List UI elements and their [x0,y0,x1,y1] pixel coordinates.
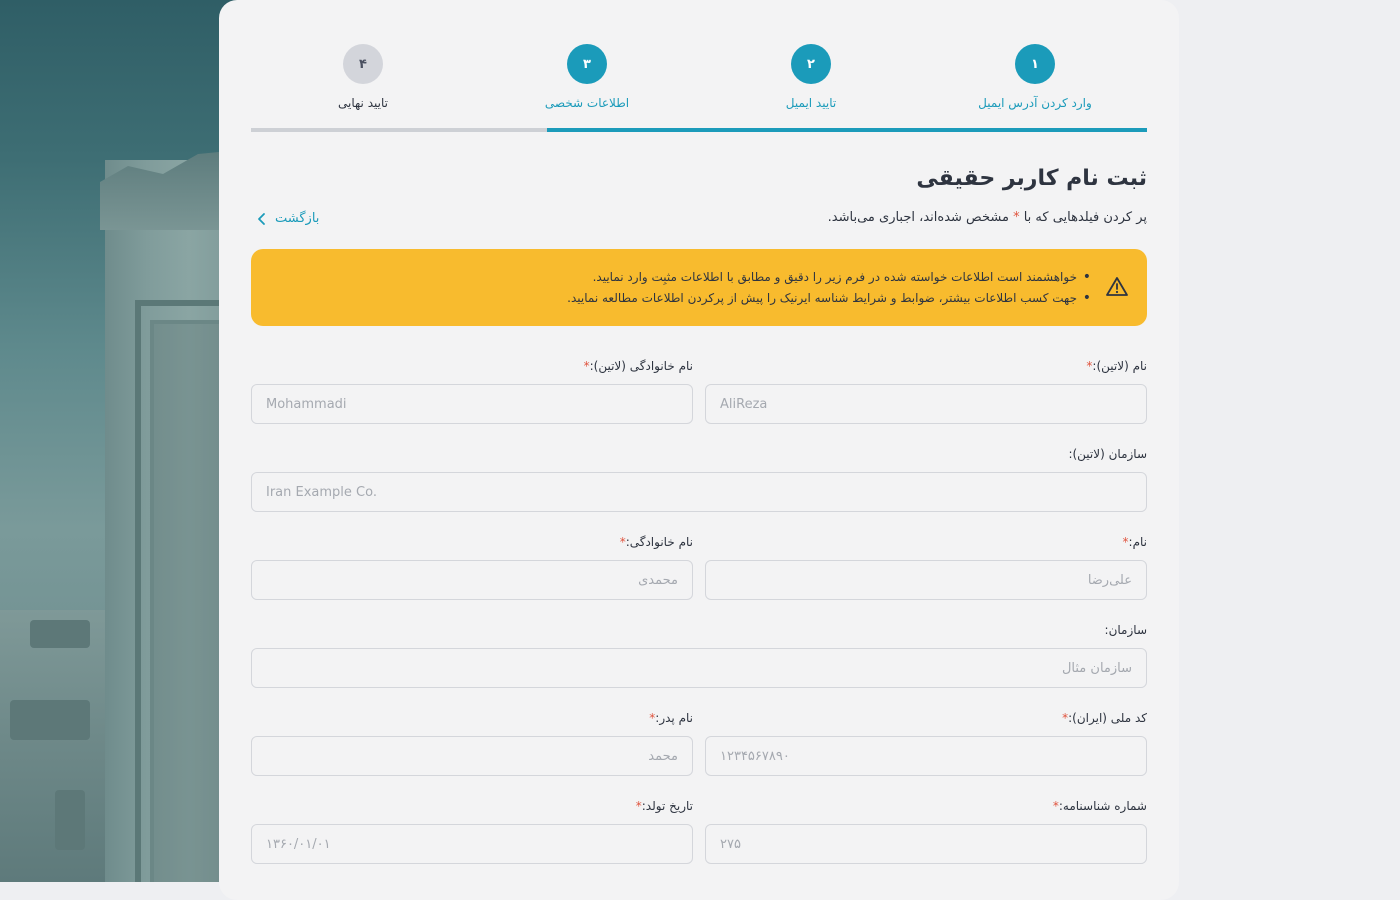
first-name-latin-input[interactable] [705,384,1147,424]
background-rock [30,620,90,648]
alert-list [567,267,1091,309]
first-name-label: نام:* [1122,535,1147,549]
last-name-latin-label: نام خانوادگی (لاتین):* [583,359,693,373]
id-number-label: شماره شناسنامه:* [1052,799,1147,813]
back-label: بازگشت [275,211,320,226]
stepper [251,44,1147,134]
last-name-input[interactable] [251,560,693,600]
step-final-confirm [273,44,453,110]
last-name-latin-input[interactable] [251,384,693,424]
step-label: اطلاعات شخصی [544,96,630,110]
registration-card [219,0,1179,900]
subtitle-text-after: مشخص شده‌اند، اجباری می‌باشد. [827,210,1009,225]
father-name-label: نام پدر:* [649,711,693,725]
step-personal-info [497,44,677,110]
national-code-input[interactable] [705,736,1147,776]
step-label: وارد کردن آدرس ایمیل [978,96,1092,110]
step-number: ۲ [791,44,831,84]
id-number-input[interactable] [705,824,1147,864]
background-rock [10,700,90,740]
first-name-input[interactable] [705,560,1147,600]
last-name-field [251,535,693,553]
alert-line: • خواهشمند است اطلاعات خواسته شده در فرم زیر را دقیق و مطابق با اطلاعات مثبِت وارد نمایید. [567,267,1091,288]
background-photo [0,0,240,882]
org-latin-label: سازمان (لاتین): [1068,447,1147,461]
stepper-progress-track [251,128,1147,132]
step-number: ۴ [343,44,383,84]
birth-date-label: تاریخ تولد:* [635,799,693,813]
birth-date-input[interactable] [251,824,693,864]
page-subtitle [828,210,1147,225]
step-label: تایید ایمیل [785,96,837,110]
required-star: * [1013,210,1020,225]
national-code-label: کد ملی (ایران):* [1062,711,1147,725]
last-name-latin-field [251,359,693,377]
father-name-input[interactable] [251,736,693,776]
step-verify-email [721,44,901,110]
page-title: ثبت نام کاربر حقیقی [916,166,1147,191]
first-name-latin-field [705,359,1147,377]
id-number-field [705,799,1147,817]
info-alert [251,249,1147,326]
subtitle-text-before: پر کردن فیلدهایی که با [1023,210,1147,225]
first-name-latin-label: نام (لاتین):* [1086,359,1147,373]
background-rock [55,790,85,850]
father-name-field [251,711,693,729]
alert-line: • جهت کسب اطلاعات بیشتر، ضوابط و شرایط شناسه ایرنیک را پیش از پرکردن اطلاعات مطالعه نمایید. [567,288,1091,309]
national-code-field [705,711,1147,729]
first-name-field [705,535,1147,553]
org-latin-field [251,447,1147,465]
chevron-left-icon [255,212,269,226]
step-label: تایید نهایی [338,96,388,110]
org-input[interactable] [251,648,1147,688]
birth-date-field [251,799,693,817]
step-number: ۱ [1015,44,1055,84]
org-label: سازمان: [1104,623,1147,637]
org-field [251,623,1147,641]
last-name-label: نام خانوادگی:* [619,535,693,549]
stepper-progress-fill [547,128,1147,132]
back-button[interactable] [255,211,319,226]
step-number: ۳ [567,44,607,84]
org-latin-input[interactable] [251,472,1147,512]
warning-triangle-icon [1105,275,1129,299]
step-enter-email [945,44,1125,110]
